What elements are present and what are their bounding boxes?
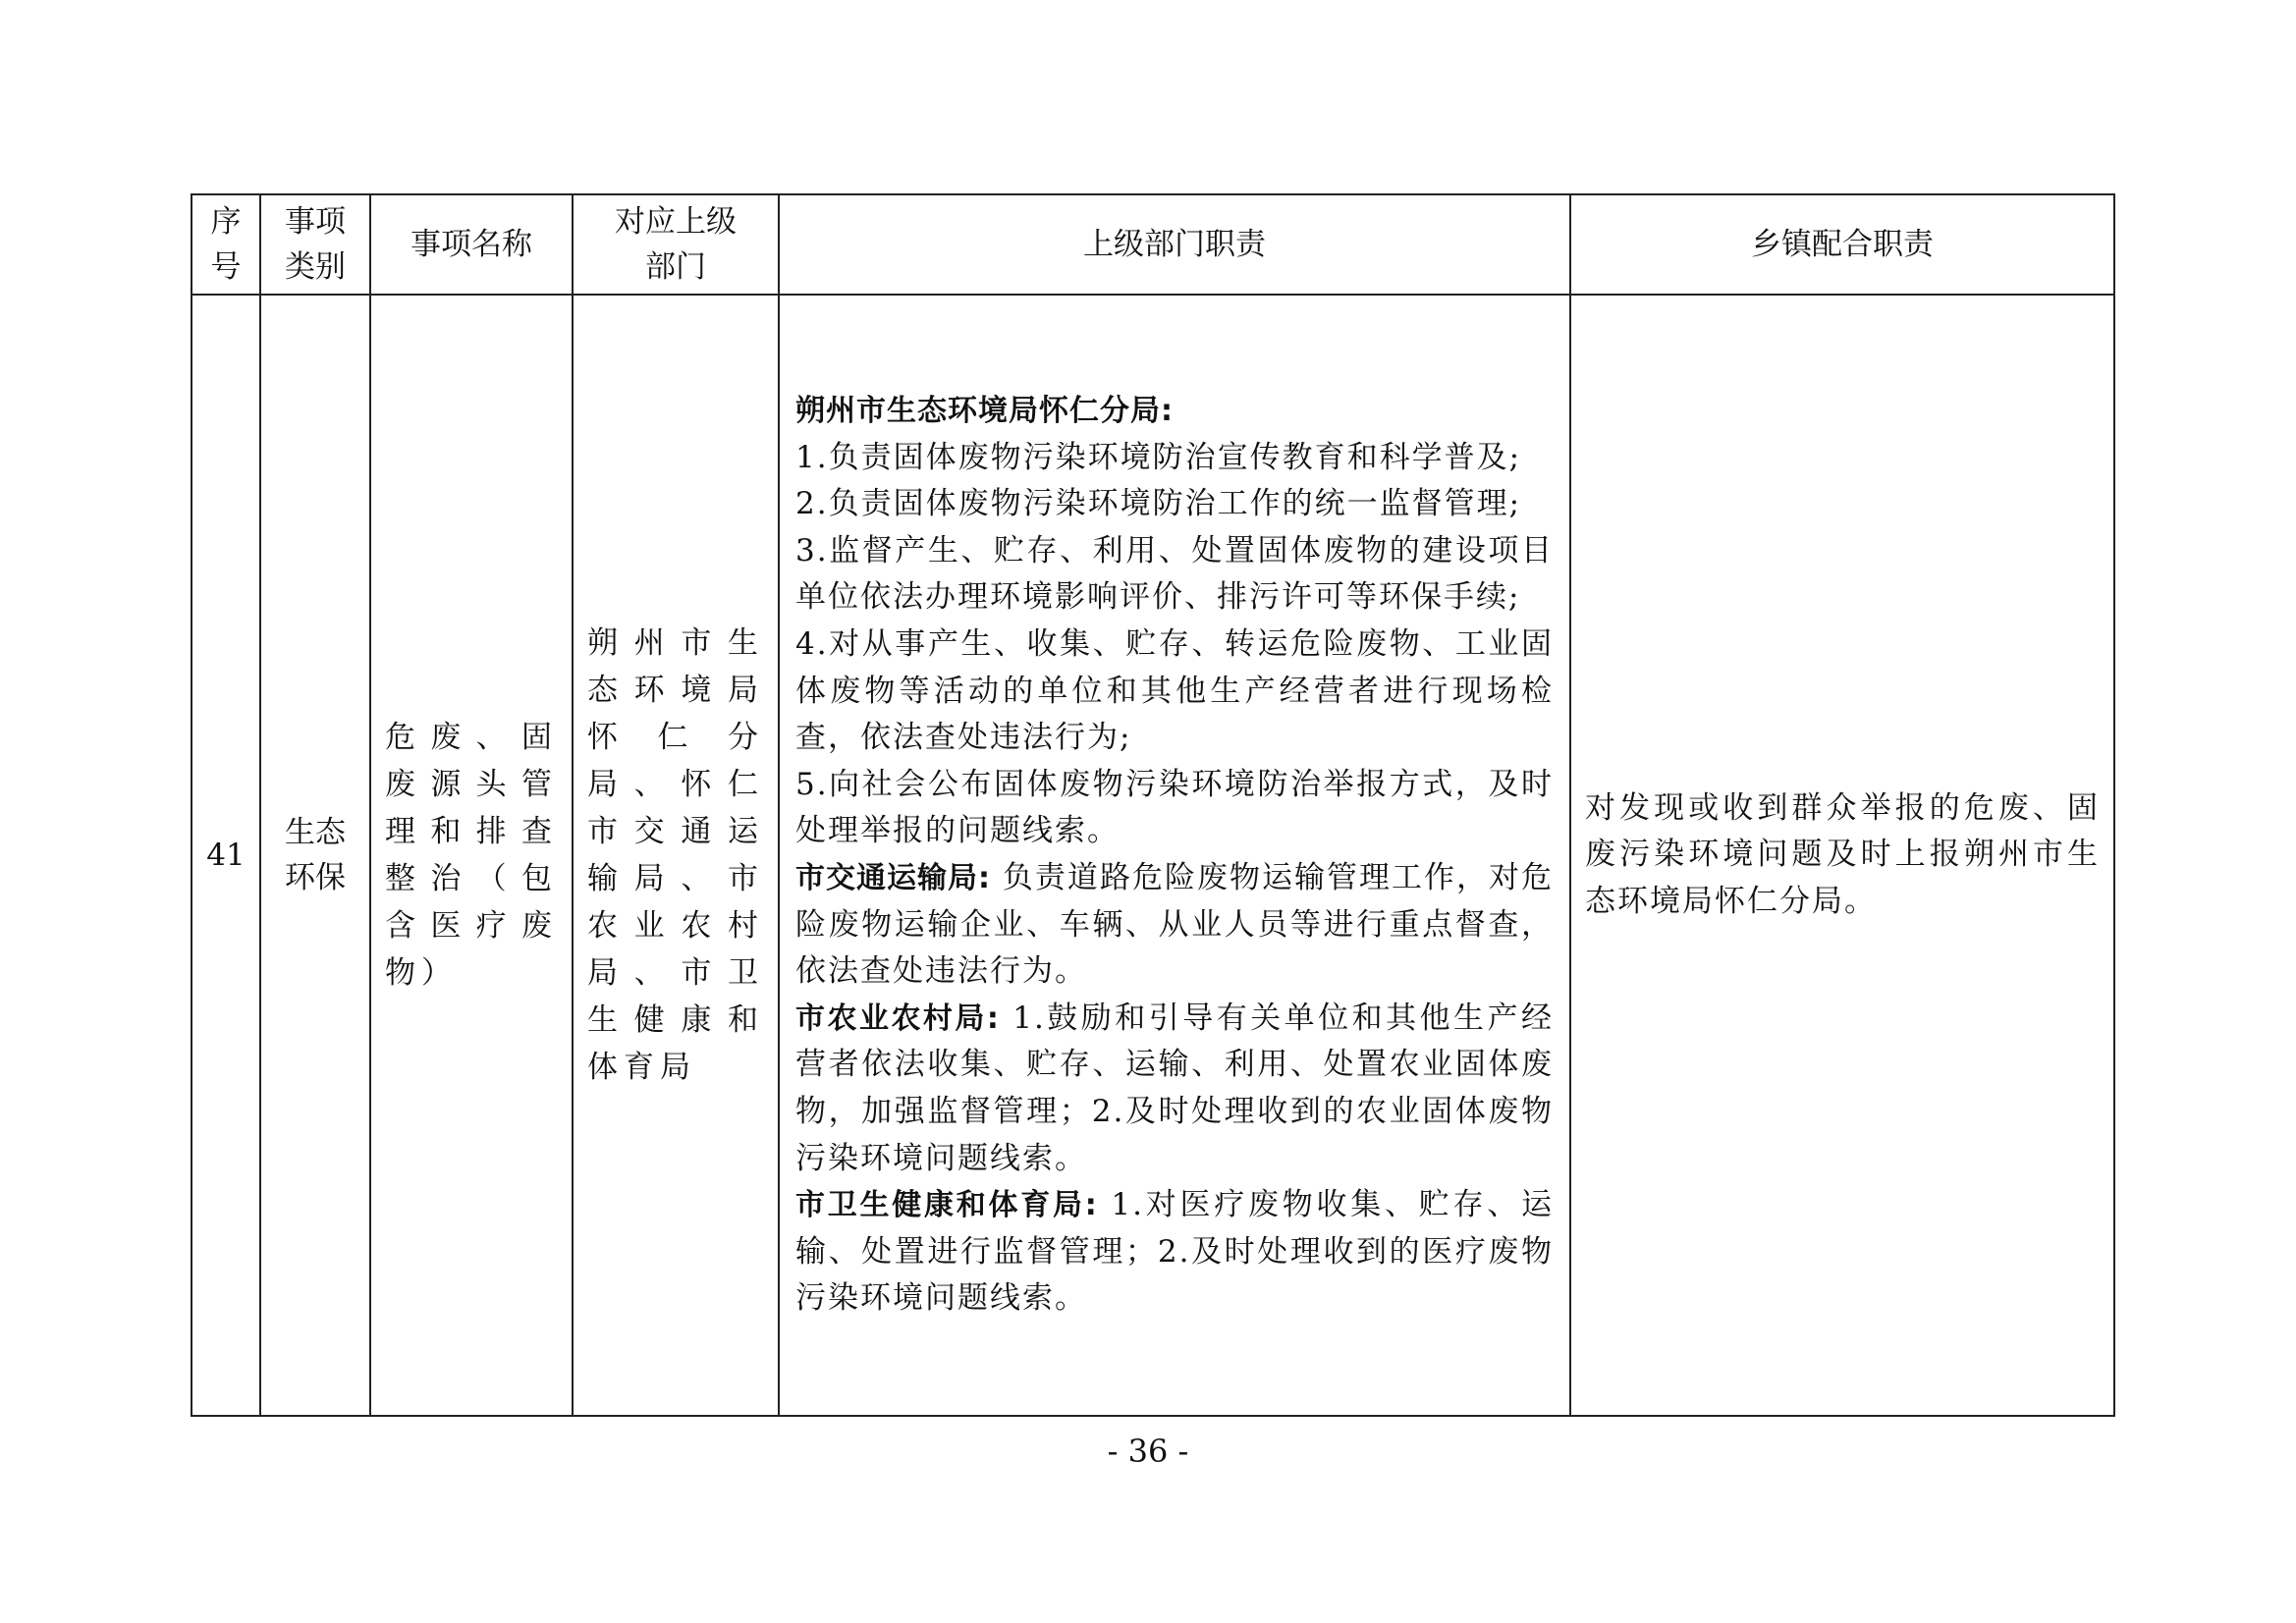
duty-health-title: 市卫生健康和体育局: (795, 1188, 1098, 1223)
duty-traffic-title: 市交通运输局: (795, 861, 992, 895)
duty-traffic-text: 负责道路危险废物运输管理工作，对危险废物运输企业、车辆、从业人员等进行重点督查，依法查处违法行为。 (795, 860, 1555, 990)
duty-item: 1.负责固体废物污染环境防治宣传教育和科学普及; (795, 439, 1522, 475)
cell-town-duty: 对发现或收到群众举报的危废、固废污染环境问题及时上报朔州市生态环境局怀仁分局。 (1570, 295, 2114, 1416)
header-town: 乡镇配合职责 (1570, 194, 2114, 295)
responsibility-table (191, 193, 2115, 1417)
duty-health-text: 1.对医疗废物收集、贮存、运输、处置进行监督管理；2.及时处理收到的医疗废物污染环境问题线索。 (795, 1187, 1555, 1317)
duty-traffic (795, 855, 1554, 996)
table-row (191, 295, 2114, 1416)
duty-item: 4.对从事产生、收集、贮存、转运危险废物、工业固体废物等活动的单位和其他生产经营者进行现场检查，依法查处违法行为; (795, 626, 1554, 756)
cell-item-name: 危废、固废源头管理和排查整治（包含医疗废物） (370, 295, 573, 1416)
cell-seq: 41 (191, 295, 260, 1416)
duty-item: 2.负责固体废物污染环境防治工作的统一监督管理; (795, 486, 1522, 522)
cell-duty (779, 295, 1570, 1416)
header-name: 事项名称 (370, 194, 573, 295)
header-category: 事项类别 (260, 194, 370, 295)
duty-item: 3.监督产生、贮存、利用、处置固体废物的建设项目单位依法办理环境影响评价、排污许可等环保手续; (795, 532, 1554, 616)
duty-agri (795, 996, 1554, 1182)
cell-category: 生态环保 (260, 295, 370, 1416)
duty-agri-title: 市农业农村局: (795, 1001, 1000, 1036)
header-dept: 对应上级部门 (573, 194, 779, 295)
duty-item: 5.向社会公布固体废物污染环境防治举报方式，及时处理举报的问题线索。 (795, 766, 1554, 849)
duty-health (795, 1182, 1554, 1323)
header-seq: 序号 (191, 194, 260, 295)
cell-dept: 朔州市生态环境局怀仁分局、怀仁市交通运输局、市农业农村局、市卫生健康和体育局 (573, 295, 779, 1416)
header-duty: 上级部门职责 (779, 194, 1570, 295)
page-number: - 36 - (1107, 1433, 1189, 1470)
duty-intro-title: 朔州市生态环境局怀仁分局: (795, 394, 1174, 429)
duty-agri-text: 1.鼓励和引导有关单位和其他生产经营者依法收集、贮存、运输、利用、处置农业固体废物，加强监督管理；2.及时处理收到的农业固体废物污染环境问题线索。 (795, 1000, 1555, 1176)
table-header-row (191, 194, 2114, 295)
